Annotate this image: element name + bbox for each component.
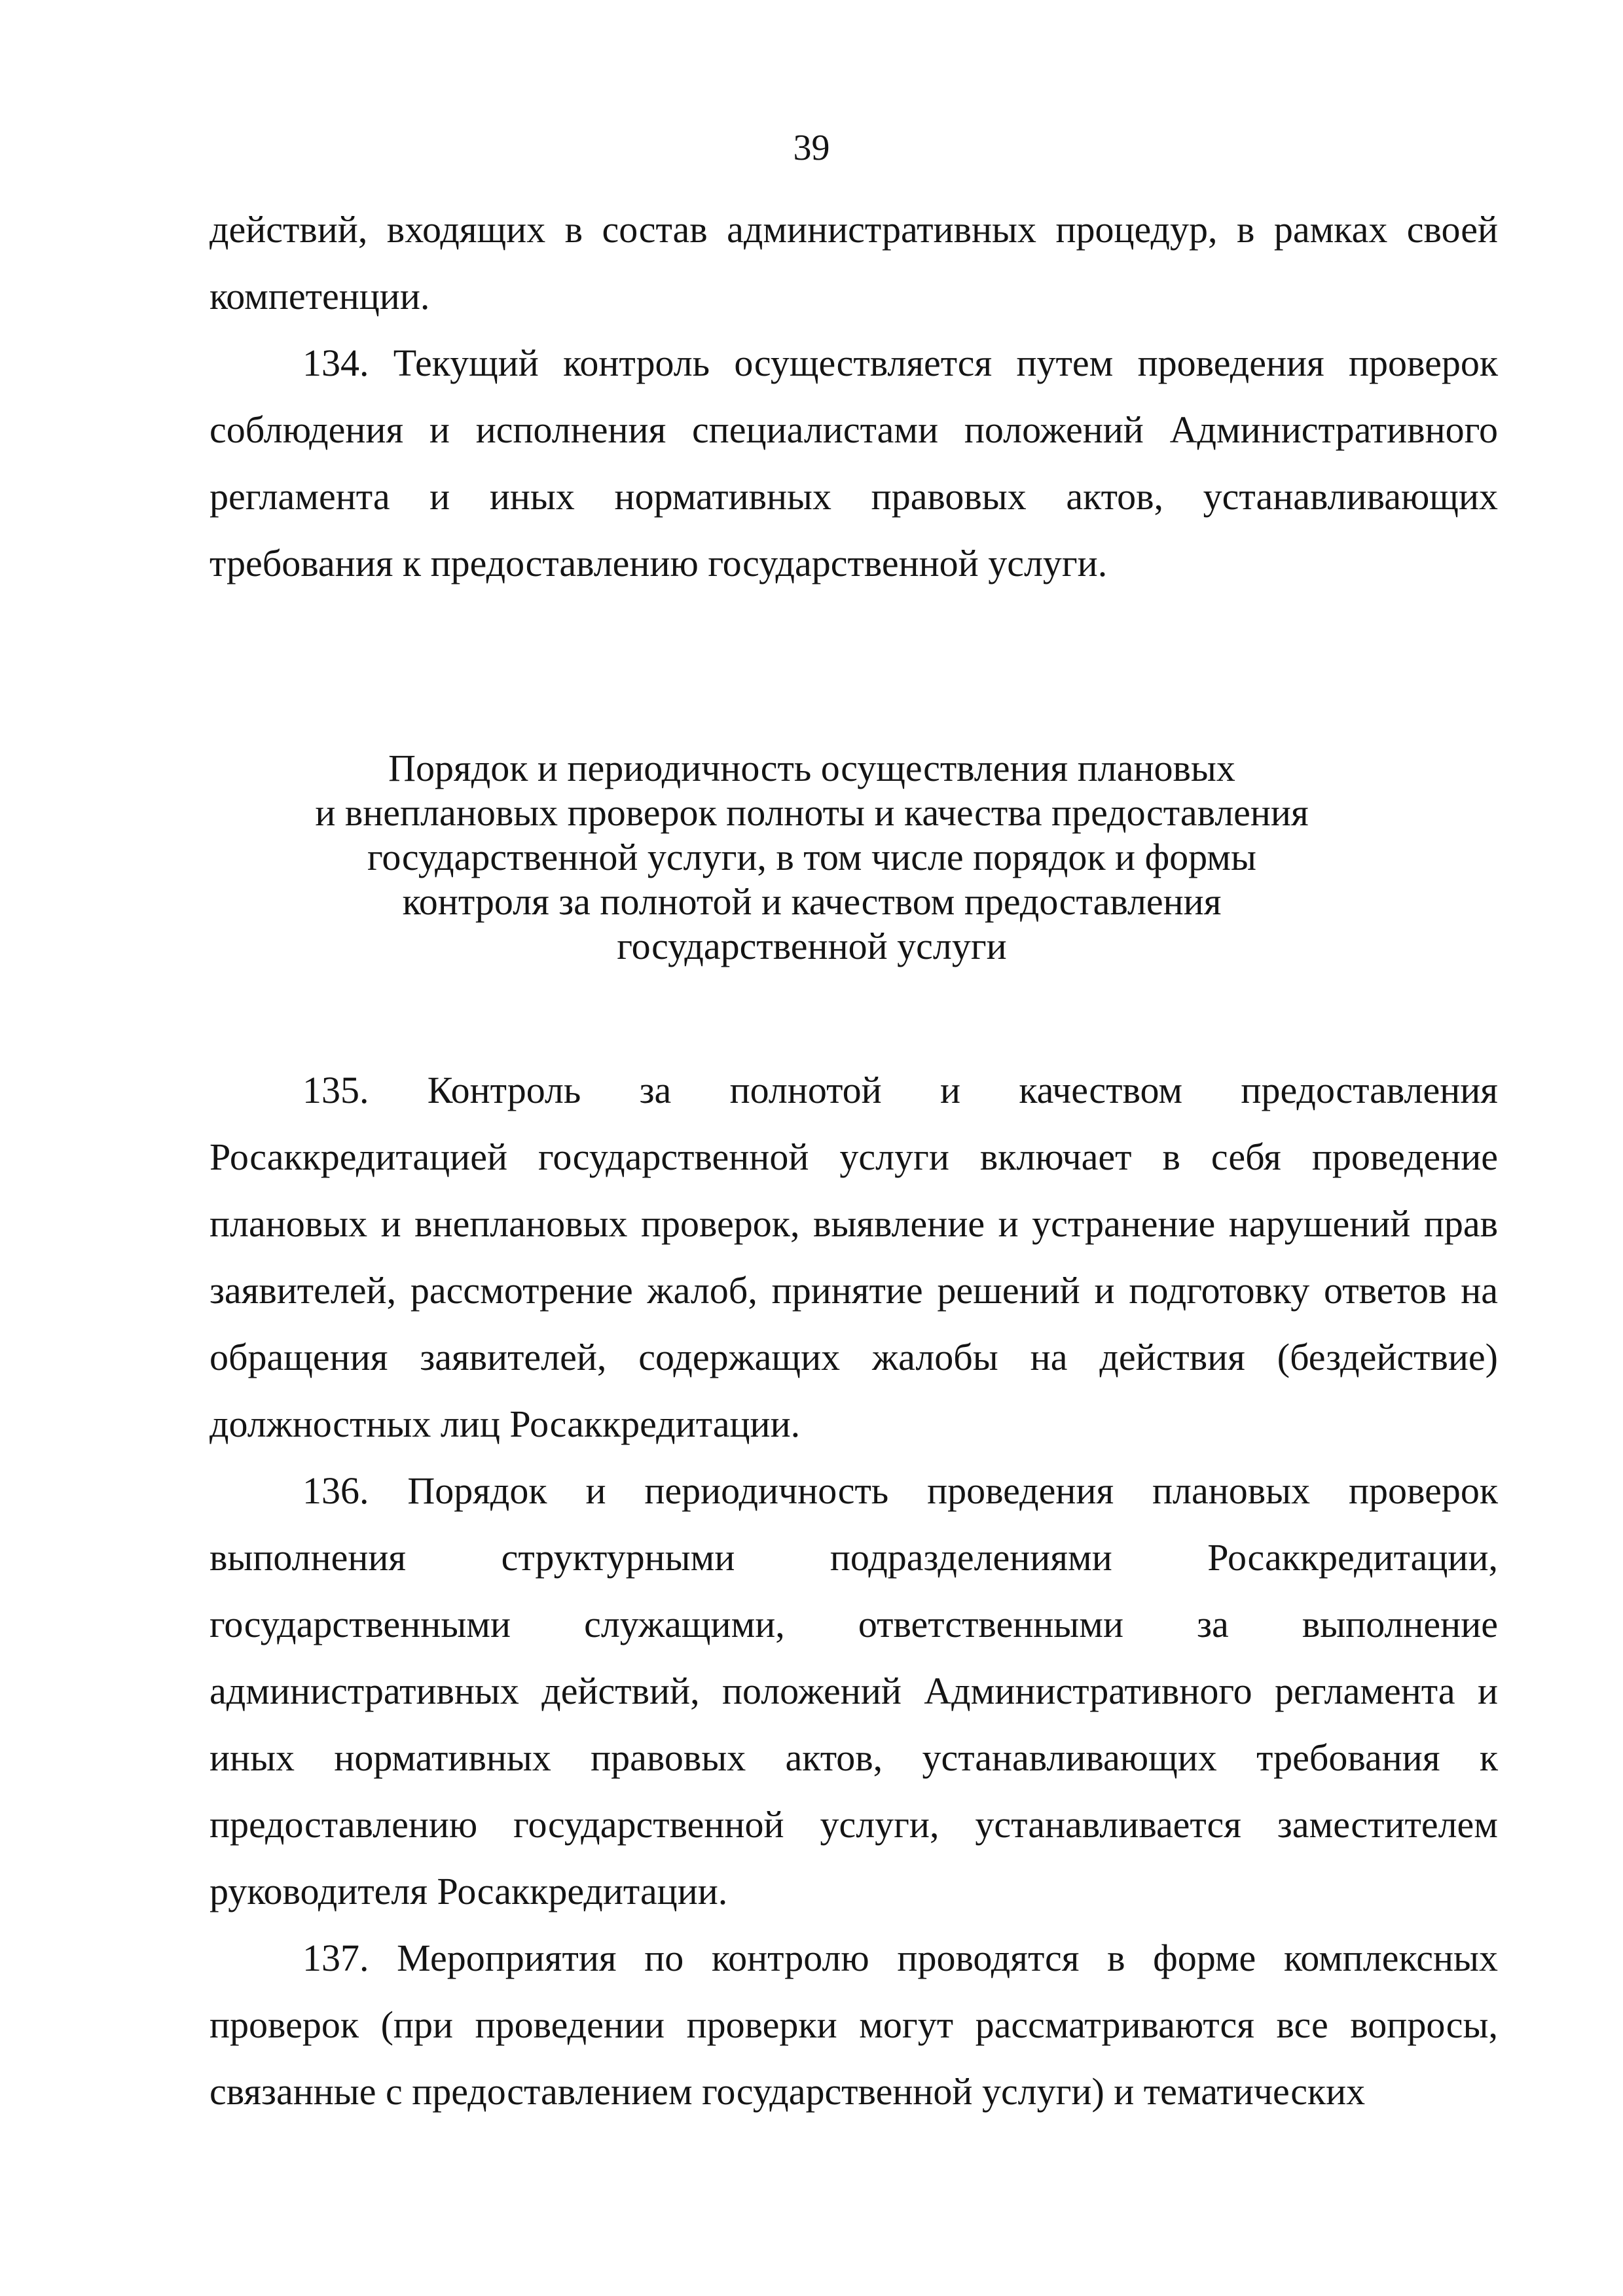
paragraph-135: 135. Контроль за полнотой и качеством предоставления Росаккредитацией государственной услуги включает в себя проведение плановых и внеплановых проверок, выявление и устранение нарушений прав заявителей, рассмотрение жалоб, принятие решений и подготовку ответов на обращения заявителей, содержащих жалобы на действия (бездействие) должностных лиц Росаккредитации. xyxy=(210,1069,1498,1445)
paragraph-continuation: действий, входящих в состав административных процедур, в рамках своей компетенции. xyxy=(210,208,1498,317)
paragraph-136: 136. Порядок и периодичность проведения плановых проверок выполнения структурными подразделениями Росаккредитации, государственными служащими, ответственными за выполнение административных действий, положений Административного регламента и иных нормативных правовых актов, устанавливающих требования к предоставлению государственной услуги, устанавливается заместителем руководителя Росаккредитации. xyxy=(210,1469,1498,1912)
paragraph-137: 137. Мероприятия по контролю проводятся в форме комплексных проверок (при проведении проверки могут рассматриваются все вопросы, связанные с предоставлением государственной услуги) и тематических xyxy=(210,1937,1498,2113)
paragraph-134: 134. Текущий контроль осуществляется путем проведения проверок соблюдения и исполнения специалистами положений Административного регламента и иных нормативных правовых актов, устанавливающих требования к предоставлению государственной услуги. xyxy=(210,342,1498,584)
section-heading-line: контроля за полнотой и качеством предоставления xyxy=(402,880,1222,923)
section-heading-line: государственной услуги, в том числе порядок и формы xyxy=(367,836,1256,878)
body-text-top xyxy=(210,196,1498,597)
section-heading-line: и внеплановых проверок полноты и качества предоставления xyxy=(315,791,1309,834)
section-heading-line: государственной услуги xyxy=(617,925,1007,967)
section-heading-line: Порядок и периодичность осуществления плановых xyxy=(388,747,1235,789)
page-number: 39 xyxy=(793,128,830,168)
body-text-bottom xyxy=(210,1057,1498,2125)
section-heading xyxy=(275,746,1349,969)
